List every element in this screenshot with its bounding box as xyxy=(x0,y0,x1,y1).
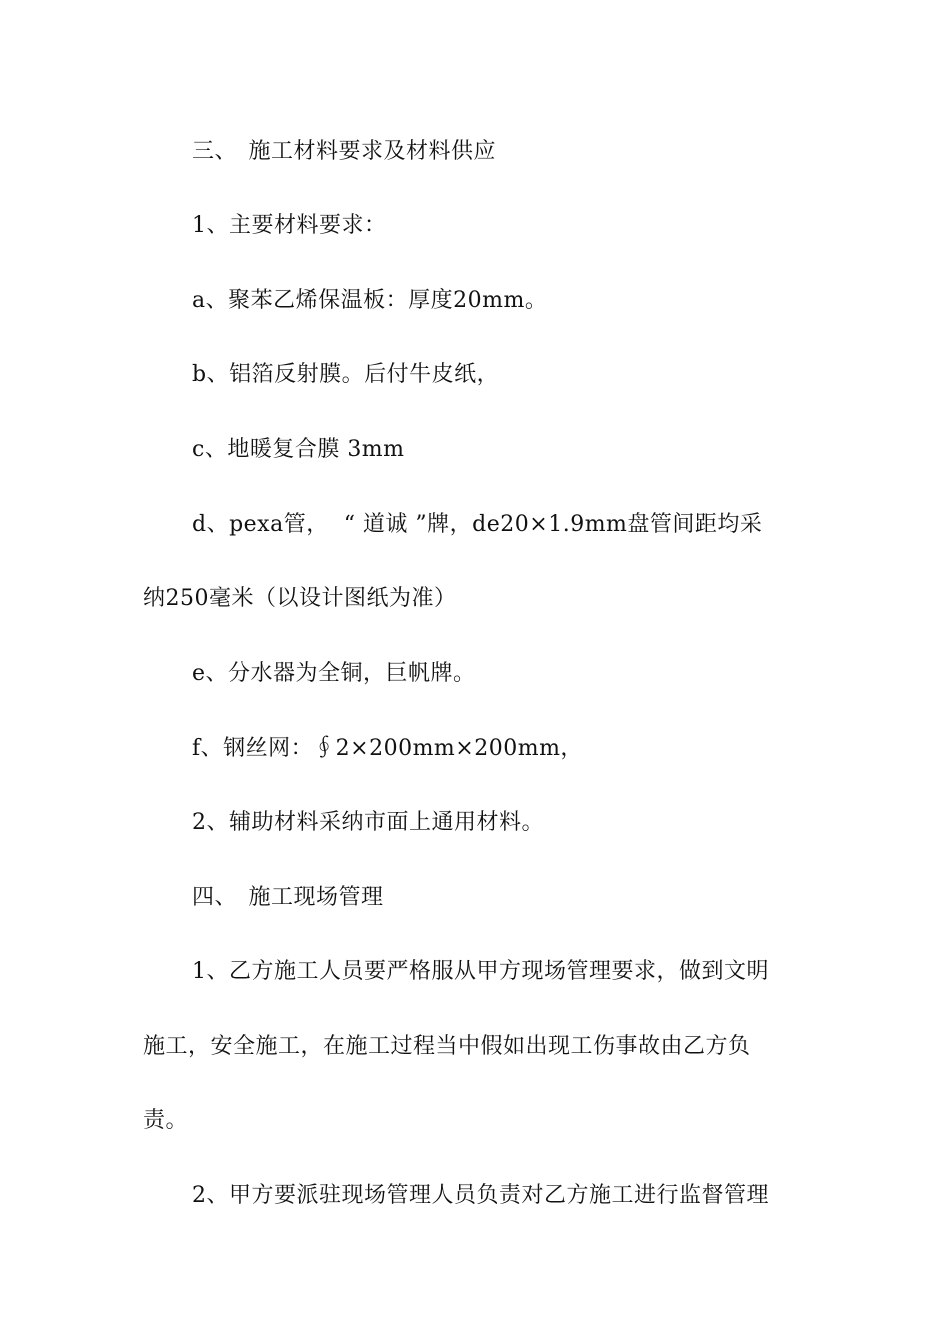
text-line: 1、乙方施工人员要严格服从甲方现场管理要求，做到文明 xyxy=(192,959,769,984)
text-line: 2、甲方要派驻现场管理人员负责对乙方施工进行监督管理 xyxy=(192,1183,769,1208)
text-line: 施工，安全施工，在施工过程当中假如出现工伤事故由乙方负 xyxy=(143,1034,751,1059)
text-line: d、pexa管， “ 道诚 ”牌，de20×1.9mm盘管间距均采 xyxy=(192,512,763,537)
text-line: b、铝箔反射膜。后付牛皮纸， xyxy=(192,362,500,387)
text-line: 2、辅助材料采纳市面上通用材料。 xyxy=(192,810,544,835)
text-line: 1、主要材料要求： xyxy=(192,213,387,238)
text-line: a、聚苯乙烯保温板：厚度20mm。 xyxy=(192,288,548,313)
text-line: e、分水器为全铜，巨帆牌。 xyxy=(192,661,476,686)
text-line: 纳250毫米（以设计图纸为准） xyxy=(143,586,457,611)
text-line: 责。 xyxy=(143,1108,189,1133)
text-line: f、钢丝网：∮2×200mm×200mm， xyxy=(192,736,583,761)
section-heading-materials: 三、 施工材料要求及材料供应 xyxy=(192,139,497,164)
section-heading-site-management: 四、 施工现场管理 xyxy=(192,885,384,910)
text-line: c、地暖复合膜 3mm xyxy=(192,437,405,462)
